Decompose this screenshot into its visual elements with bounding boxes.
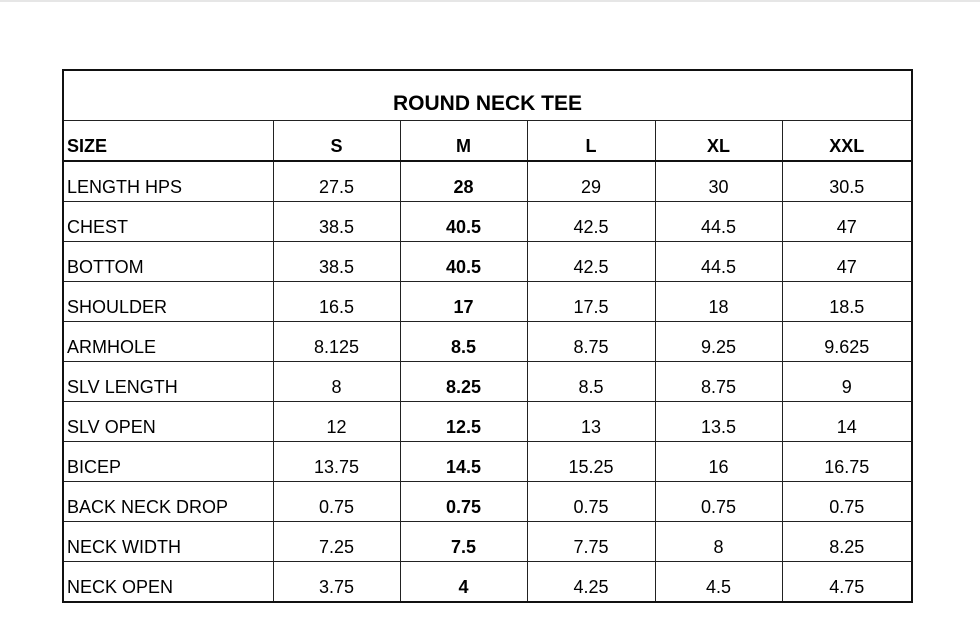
cell-s: 38.5 <box>273 202 400 242</box>
cell-xl: 18 <box>655 282 782 322</box>
table-row <box>63 522 912 562</box>
cell-xl: 0.75 <box>655 482 782 522</box>
cell-xl: 44.5 <box>655 202 782 242</box>
cell-m: 4 <box>400 562 527 603</box>
cell-m: 0.75 <box>400 482 527 522</box>
cell-xxl: 16.75 <box>782 442 912 482</box>
cell-s: 7.25 <box>273 522 400 562</box>
cell-l: 0.75 <box>527 482 655 522</box>
cell-s: 0.75 <box>273 482 400 522</box>
cell-l: 7.75 <box>527 522 655 562</box>
table-row <box>63 202 912 242</box>
row-label: LENGTH HPS <box>63 161 273 202</box>
cell-xxl: 18.5 <box>782 282 912 322</box>
row-label: CHEST <box>63 202 273 242</box>
cell-m: 40.5 <box>400 242 527 282</box>
table-row <box>63 242 912 282</box>
cell-s: 13.75 <box>273 442 400 482</box>
cell-xxl: 47 <box>782 242 912 282</box>
cell-m: 17 <box>400 282 527 322</box>
cell-l: 17.5 <box>527 282 655 322</box>
cell-s: 27.5 <box>273 161 400 202</box>
cell-xl: 44.5 <box>655 242 782 282</box>
cell-m: 40.5 <box>400 202 527 242</box>
cell-m: 8.5 <box>400 322 527 362</box>
cell-xxl: 9 <box>782 362 912 402</box>
cell-l: 42.5 <box>527 242 655 282</box>
table-row <box>63 322 912 362</box>
cell-l: 29 <box>527 161 655 202</box>
cell-l: 8.5 <box>527 362 655 402</box>
top-divider <box>0 0 980 2</box>
table-row <box>63 282 912 322</box>
cell-xxl: 9.625 <box>782 322 912 362</box>
cell-xl: 4.5 <box>655 562 782 603</box>
row-label: BOTTOM <box>63 242 273 282</box>
cell-s: 16.5 <box>273 282 400 322</box>
cell-xl: 9.25 <box>655 322 782 362</box>
cell-s: 3.75 <box>273 562 400 603</box>
cell-xxl: 4.75 <box>782 562 912 603</box>
header-xxl: XXL <box>782 121 912 162</box>
table-row <box>63 482 912 522</box>
cell-xl: 16 <box>655 442 782 482</box>
cell-l: 8.75 <box>527 322 655 362</box>
size-rows <box>63 161 912 602</box>
cell-l: 4.25 <box>527 562 655 603</box>
table-row <box>63 362 912 402</box>
table-row <box>63 402 912 442</box>
cell-s: 12 <box>273 402 400 442</box>
cell-s: 8.125 <box>273 322 400 362</box>
cell-xxl: 47 <box>782 202 912 242</box>
row-label: SLV OPEN <box>63 402 273 442</box>
cell-m: 14.5 <box>400 442 527 482</box>
size-chart-table <box>62 69 913 603</box>
cell-xxl: 8.25 <box>782 522 912 562</box>
cell-m: 7.5 <box>400 522 527 562</box>
cell-l: 15.25 <box>527 442 655 482</box>
row-label: NECK OPEN <box>63 562 273 603</box>
table-title: ROUND NECK TEE <box>63 70 912 121</box>
header-size: SIZE <box>63 121 273 162</box>
cell-m: 28 <box>400 161 527 202</box>
cell-l: 42.5 <box>527 202 655 242</box>
row-label: BICEP <box>63 442 273 482</box>
cell-l: 13 <box>527 402 655 442</box>
cell-xxl: 14 <box>782 402 912 442</box>
cell-s: 8 <box>273 362 400 402</box>
row-label: SHOULDER <box>63 282 273 322</box>
cell-xl: 30 <box>655 161 782 202</box>
table-row <box>63 442 912 482</box>
header-row <box>63 121 912 162</box>
cell-xl: 8.75 <box>655 362 782 402</box>
cell-s: 38.5 <box>273 242 400 282</box>
cell-xxl: 30.5 <box>782 161 912 202</box>
header-s: S <box>273 121 400 162</box>
row-label: SLV LENGTH <box>63 362 273 402</box>
table-row <box>63 562 912 603</box>
header-l: L <box>527 121 655 162</box>
title-row <box>63 70 912 121</box>
row-label: ARMHOLE <box>63 322 273 362</box>
header-m: M <box>400 121 527 162</box>
cell-xl: 13.5 <box>655 402 782 442</box>
cell-m: 12.5 <box>400 402 527 442</box>
table-row <box>63 161 912 202</box>
row-label: NECK WIDTH <box>63 522 273 562</box>
cell-xl: 8 <box>655 522 782 562</box>
cell-xxl: 0.75 <box>782 482 912 522</box>
row-label: BACK NECK DROP <box>63 482 273 522</box>
cell-m: 8.25 <box>400 362 527 402</box>
header-xl: XL <box>655 121 782 162</box>
